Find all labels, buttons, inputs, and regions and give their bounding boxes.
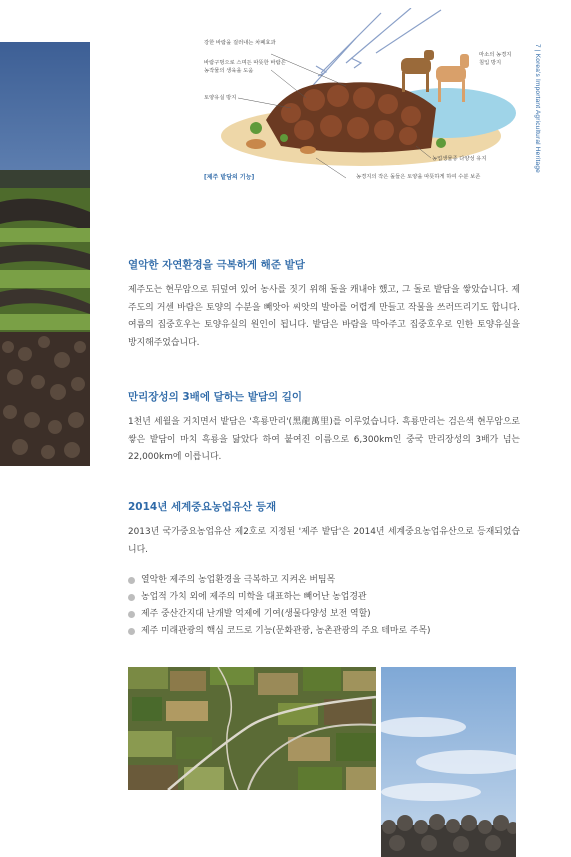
page-side-label: 7 | Korea's Important Agricultural Heritage [534,44,541,173]
list-item: 열악한 제주의 농업환경을 극복하고 지켜온 버팀목 [128,572,528,589]
section-body: 1천년 세월을 거치면서 밭담은 '흑룡만리'(黑龍萬里)를 이루었습니다. 흑룡만리는 검은색 현무암으로 쌓은 밭담이 마치 흑룡을 닮았다 하여 붙여진 이름으로 6,300km인 중국 만리장성의 3배가 넘는 22,000km에 이릅니다. [128,417,520,462]
aerial-fields-photo [128,667,376,790]
section-great-wall-length [128,389,520,467]
diagram-label-livestock-1: 마소의 농경지 [479,52,512,58]
stone-wall-sky-photo [381,667,516,857]
diagram-label-livestock-2: 침입 방지 [479,60,502,66]
list-item: 제주 미래관광의 핵심 코드로 기능(문화관광, 농촌관광의 주요 테마로 주목) [128,623,528,640]
diagram-label-small-stones: 농경지의 작은 돌들은 토양을 따뜻하게 하여 수분 보존 [356,174,481,180]
list-item: 농업적 가치 외에 제주의 미학을 대표하는 빼어난 농업경관 [128,589,528,606]
diagram-label-soil-loss: 토양유실 방지 [204,95,237,101]
diagram-label-warm-wind-1: 바람구멍으로 스며든 따뜻한 바람은 [204,60,286,66]
diagram-caption: [제주 밭담의 기능] [204,174,255,181]
diagram-label-biodiversity: 농업생물종 다양성 유지 [432,156,487,162]
bat-dam-function-diagram [196,8,522,188]
bullet-dot [128,594,135,601]
list-item: 제주 중산간지대 난개발 억제에 기여(생물다양성 보전 역할) [128,606,528,623]
significance-list [128,572,528,640]
section-heading: 열악한 자연환경을 극복하게 해준 밭담 [128,259,305,271]
diagram-label-warm-wind-2: 농작물의 생육을 도움 [204,68,254,74]
bullet-dot [128,611,135,618]
section-giahs-designation [128,499,520,559]
section-body: 제주도는 현무암으로 뒤덮여 있어 농사를 짓기 위해 돌을 캐내야 했고, 그 돌로 밭담을 쌓았습니다. 제주도의 거센 바람은 토양의 수분을 빼앗아 씨앗의 발아를 어렵게 만들고 작물을 쓰러뜨리기도 합니다. 여름의 집중호우는 토양유실의 원인이 됩니다. 밭담은 바람을 막아주고 집중호우로 인한 토양유실을 방지해주었습니다. [128,285,520,348]
section-heading: 만리장성의 3배에 달하는 밭담의 길이 [128,391,303,403]
diagram-label-windbreak: 강한 바람을 걸러내는 차폐효과 [204,40,276,46]
section-heading: 2014년 세계중요농업유산 등재 [128,501,277,513]
section-harsh-environment [128,257,520,352]
stone-wall-coast-photo [0,42,90,466]
bullet-dot [128,577,135,584]
bullet-dot [128,628,135,635]
section-body: 2013년 국가중요농업유산 제2호로 지정된 '제주 밭담'은 2014년 세계중요농업유산으로 등재되었습니다. [128,527,520,555]
